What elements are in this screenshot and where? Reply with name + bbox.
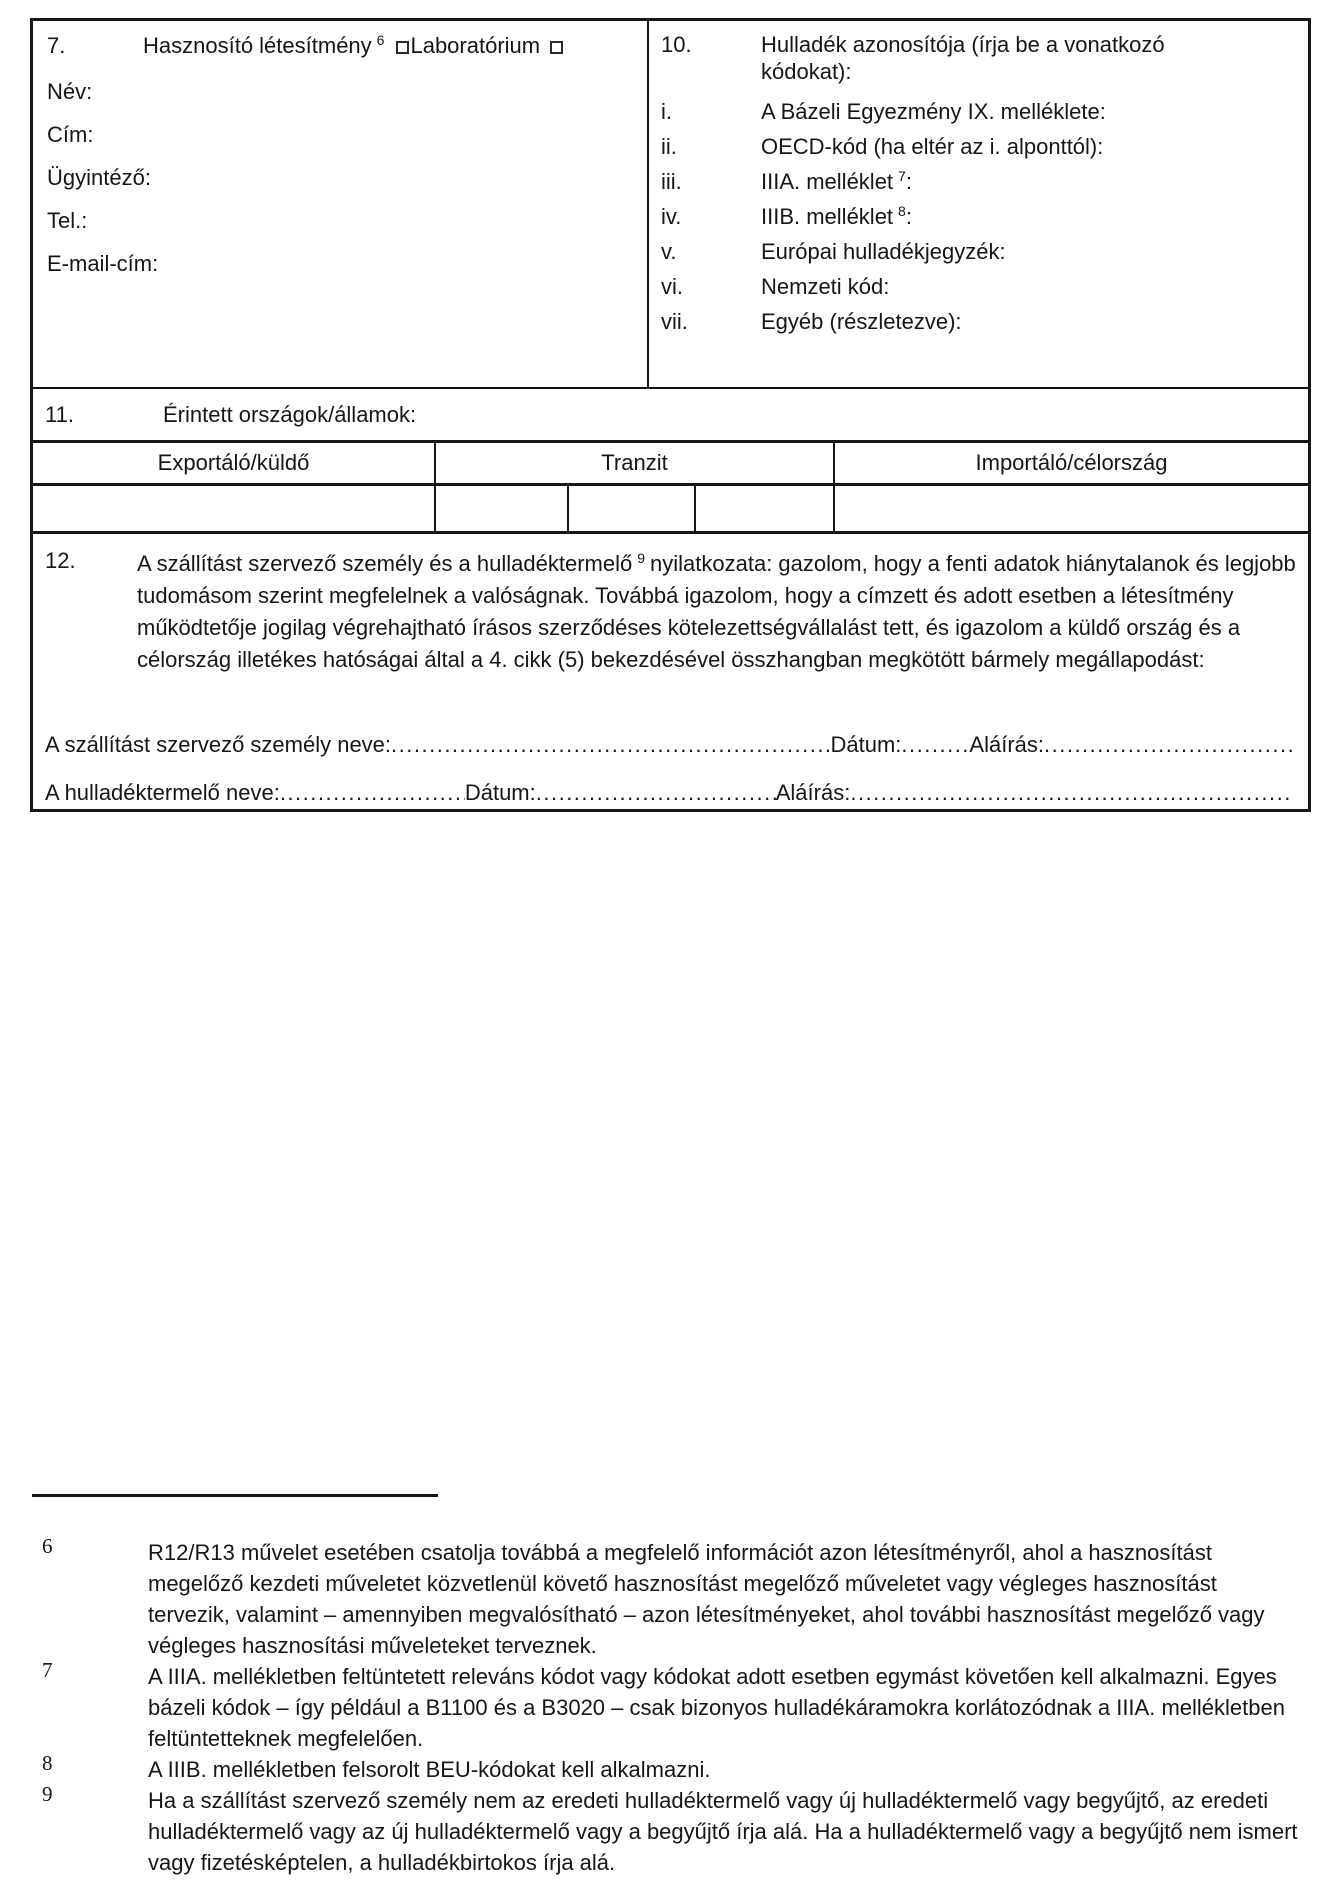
- footnote-7: [30, 1658, 1302, 1754]
- item-vi-label: Nemzeti kód:: [761, 274, 890, 299]
- organiser-signature-field[interactable]: [1044, 730, 1292, 760]
- item-vi-number: vi.: [661, 274, 683, 299]
- countries-header-exporter: Exportáló/küldő: [33, 443, 436, 483]
- footnote-8: [30, 1751, 1302, 1785]
- waste-identification-list: [661, 94, 1302, 339]
- organiser-name-field[interactable]: [391, 730, 830, 760]
- footnote-9: [30, 1782, 1302, 1878]
- exporter-country-cell[interactable]: [33, 486, 436, 531]
- footnote-8-text: A IIIB. mellékletben felsorolt BEU-kódokat kell alkalmazni.: [148, 1757, 711, 1782]
- producer-signature-line: [33, 778, 1308, 808]
- producer-signature-label: Aláírás:: [775, 780, 851, 805]
- list-item: [661, 269, 1302, 304]
- producer-date-field[interactable]: [536, 778, 776, 808]
- footnotes-section: [30, 1494, 1302, 1878]
- footnote8-reference: 8: [898, 202, 906, 219]
- item-ii-label: OECD-kód (ha eltér az i. alponttól):: [761, 134, 1104, 159]
- footnote9-reference: 9: [637, 549, 646, 566]
- item-v-number: v.: [661, 239, 677, 264]
- section12-number: 12.: [45, 548, 76, 573]
- importer-country-cell[interactable]: [835, 486, 1308, 531]
- item-i-number: i.: [661, 99, 672, 124]
- field-label-name: Név:: [47, 79, 93, 104]
- section11-number: 11.: [45, 401, 74, 427]
- recovery-facility-checkbox[interactable]: [396, 41, 409, 54]
- producer-name-label: A hulladéktermelő neve:: [45, 780, 280, 805]
- section7-number: 7.: [47, 33, 66, 58]
- waste-identification-section: [649, 21, 1308, 387]
- organiser-date-label: Dátum:: [830, 732, 902, 757]
- recovery-facility-heading: [47, 31, 637, 61]
- field-label-address: Cím:: [47, 122, 94, 147]
- item-i-label: A Bázeli Egyezmény IX. melléklete:: [761, 99, 1106, 124]
- producer-signature-field[interactable]: [850, 778, 1292, 808]
- footnote-separator-line: [32, 1494, 438, 1497]
- organiser-signature-line: [33, 730, 1308, 760]
- footnote-6-text: R12/R13 művelet esetében csatolja továbbá a megfelelő információt azon létesítményről, ahol a hasznosítást megelőző kezdeti műveletet közvetlenül követő hasznosítást megelőző műveletet vagy végleges hasznosítást tervezik, valamint – amennyiben megvalósítható – azon létesítményeket, ahol további hasznosítást megelőző vagy végleges hasznosítási műveleteket terveznek.: [148, 1540, 1265, 1658]
- item-iii-number: iii.: [661, 169, 682, 194]
- recovery-facility-section: [33, 21, 649, 387]
- list-item: [661, 94, 1302, 129]
- item-vii-number: vii.: [661, 309, 688, 334]
- waste-identification-heading: [661, 31, 1302, 85]
- waste-shipment-form-table: [30, 18, 1311, 812]
- countries-header-transit: Tranzit: [436, 443, 835, 483]
- recovery-facility-fields: [47, 70, 637, 285]
- field-label-contact-person: Ügyintéző:: [47, 165, 151, 190]
- footnote7-reference: 7: [898, 167, 906, 184]
- countries-concerned-section: [33, 387, 1308, 440]
- countries-table-entry-row: [33, 483, 1308, 531]
- list-item: [661, 199, 1302, 234]
- list-item: [661, 234, 1302, 269]
- footnote6-reference: 6: [376, 31, 385, 48]
- organiser-signature-label: Aláírás:: [969, 732, 1044, 757]
- item-vii-label: Egyéb (részletezve):: [761, 309, 962, 334]
- declaration-section: [33, 531, 1308, 809]
- organiser-name-label: A szállítást szervező személy neve:: [45, 732, 392, 757]
- section10-title: Hulladék azonosítója (írja be a vonatkozó kódokat):: [761, 32, 1165, 84]
- footnote-9-marker: 9: [42, 1782, 53, 1806]
- countries-header-importer: Importáló/célország: [975, 450, 1168, 475]
- countries-table-header: [33, 440, 1308, 483]
- item-iv-label: IIIB. melléklet $^8$:: [761, 202, 912, 229]
- organiser-date-field[interactable]: [901, 730, 969, 760]
- footnote-7-text: A IIIA. mellékletben feltüntetett releváns kódot vagy kódokat adott esetben egymást követően kell alkalmazni. Egyes bázeli kódok – így például a B1100 és a B3020 – csak bizonyos hulladékáramokra korlátozódnak a IIIA. mellékletben feltüntetteknek megfelelően.: [148, 1664, 1285, 1751]
- transit-country-cell-1[interactable]: [436, 486, 569, 531]
- list-item: [661, 304, 1302, 339]
- footnote-6-marker: 6: [42, 1534, 53, 1558]
- field-label-email: E-mail-cím:: [47, 251, 159, 276]
- footnote-6: [30, 1534, 1302, 1661]
- item-v-label: Európai hulladékjegyzék:: [761, 239, 1006, 264]
- item-iii-label: IIIA. melléklet $^7$:: [761, 167, 912, 194]
- section11-title: Érintett országok/államok:: [163, 401, 417, 427]
- laboratory-label: Laboratórium: [410, 33, 541, 58]
- laboratory-checkbox[interactable]: [550, 41, 563, 54]
- section7-title-wrap: [143, 31, 637, 61]
- producer-name-field[interactable]: [280, 778, 465, 808]
- declaration-paragraph: [45, 548, 1298, 676]
- section10-number: 10.: [661, 32, 692, 57]
- item-iv-number: iv.: [661, 204, 682, 229]
- row-section7-section10: [33, 21, 1308, 387]
- transit-country-cell-2[interactable]: [569, 486, 696, 531]
- section7-title: Hasznosító létesítmény: [143, 33, 372, 58]
- item-ii-number: ii.: [661, 134, 677, 159]
- footnote-7-marker: 7: [42, 1658, 53, 1682]
- footnote-8-marker: 8: [42, 1751, 53, 1775]
- producer-date-label: Dátum:: [464, 780, 536, 805]
- transit-country-cell-3[interactable]: [696, 486, 835, 531]
- field-label-phone: Tel.:: [47, 208, 88, 233]
- list-item: [661, 129, 1302, 164]
- footnote-9-text: Ha a szállítást szervező személy nem az eredeti hulladéktermelő vagy új hulladéktermelő vagy begyűjtő, az eredeti hulladéktermelő vagy az új hulladéktermelő vagy a begyűjtő írja alá. Ha a hulladéktermelő vagy a begyűjtő nem ismert vagy fizetésképtelen, a hulladékbirtokos írja alá.: [148, 1788, 1298, 1875]
- declaration-text: A szállítást szervező személy és a hulladéktermelő $^9$ nyilatkozata: gazolom, hogy a fenti adatok hiánytalanok és legjobb tudomásom szerint megfelelnek a valóságnak. Továbbá igazolom, hogy a címzett és adott esetben a létesítmény működtetője jogilag végrehajtható írásos szerződéses kötelezettségvállalást tett, és igazolom a küldő ország és a célország illetékes hatóságai által a 4. cikk (5) bekezdésével összhangban megkötött bármely megállapodást:: [137, 549, 1296, 672]
- list-item: [661, 164, 1302, 199]
